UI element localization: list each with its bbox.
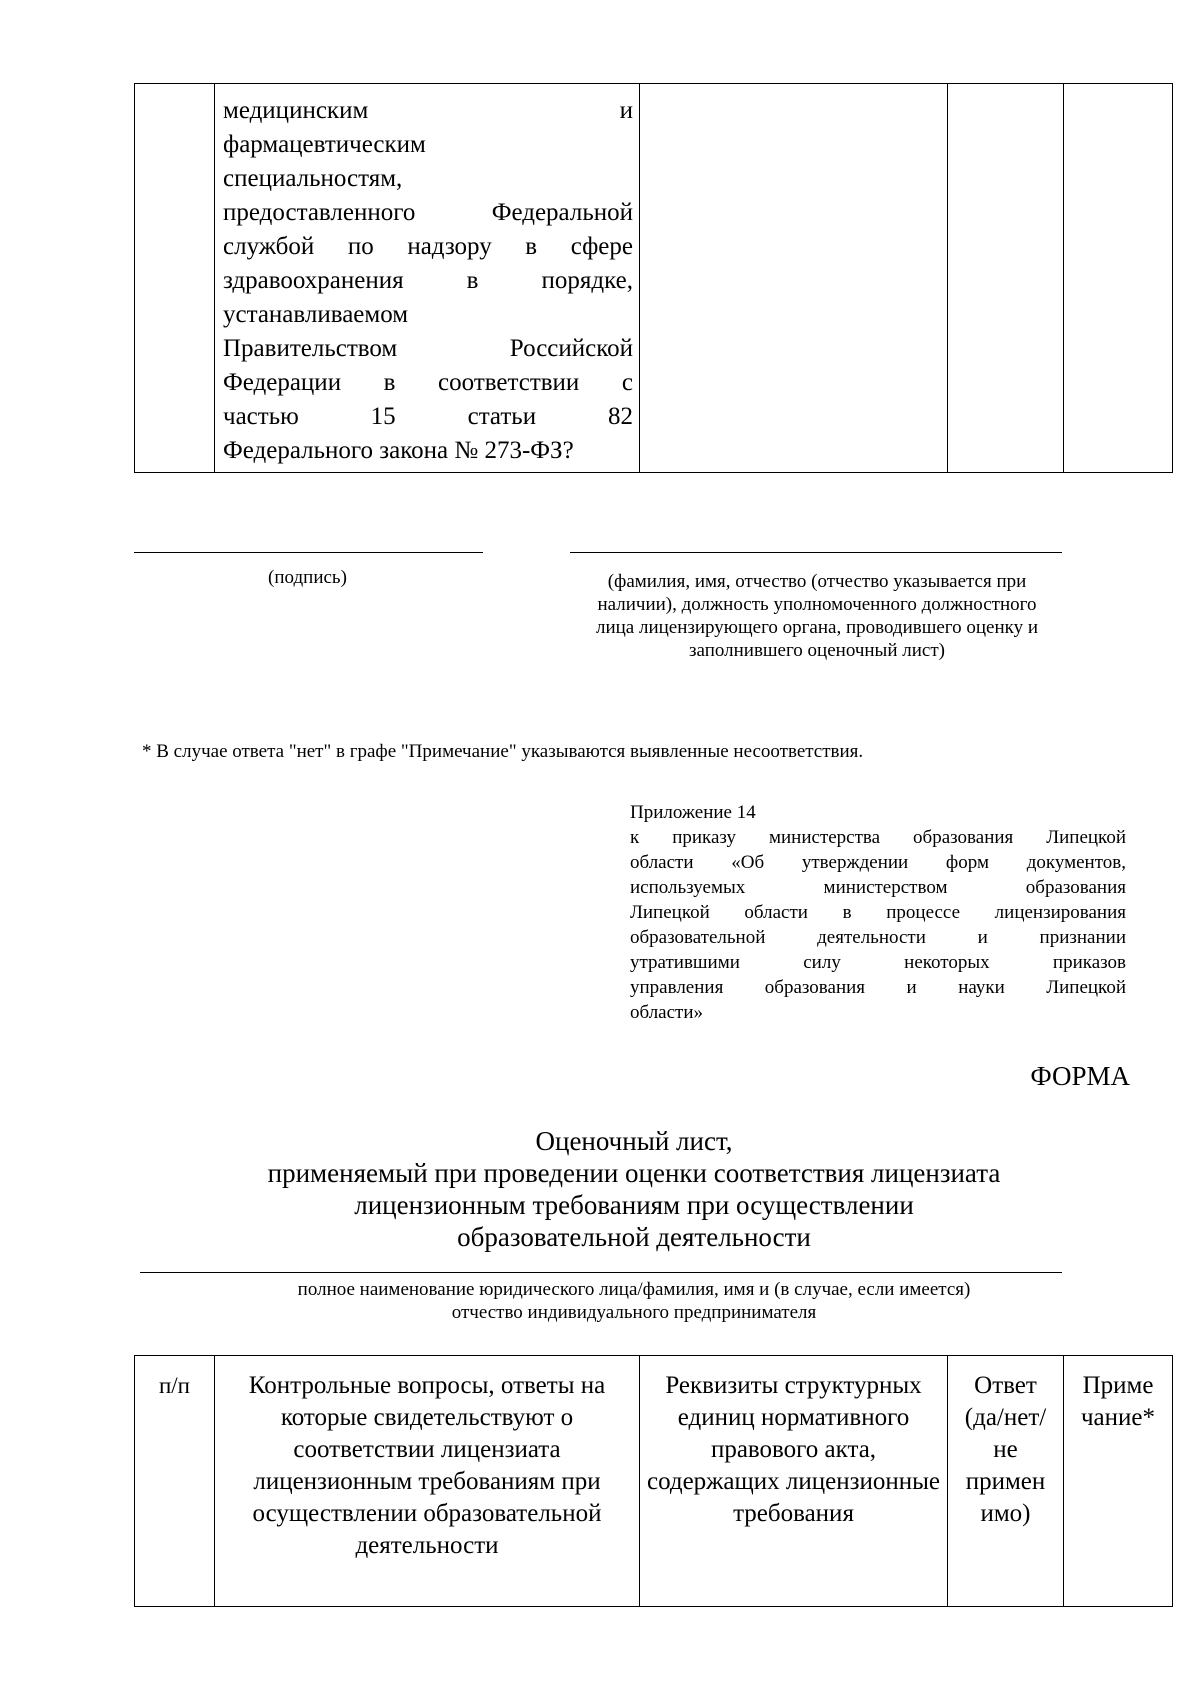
header-question: Контрольные вопросы, ответы на которые свидетельствуют о соответствии лицензиата лицензионным требованиям при осуществлении образовательной деятельности — [215, 1356, 640, 1607]
question-line: частью 15 статьи 82 — [223, 403, 633, 430]
appendix-line: области «Об утверждении форм документов, — [630, 852, 1126, 873]
question-line: Федерации в соответствии с — [223, 369, 633, 396]
form-label: ФОРМА — [1030, 1061, 1130, 1091]
question-line: фармацевтическим — [223, 131, 426, 158]
licensee-caption-line: полное наименование юридического лица/фамилия, имя и (в случае, если имеется) — [297, 1279, 971, 1300]
licensee-caption-line: отчество индивидуального предпринимателя — [451, 1302, 817, 1323]
answer-cell — [948, 84, 1064, 473]
question-line: Правительством Российской — [223, 335, 633, 362]
appendix-line: используемых министерством образования — [630, 877, 1126, 898]
question-line: Федерального закона № 273-ФЗ? — [223, 437, 574, 464]
questions-table-header — [134, 1355, 1173, 1607]
row-number-cell — [135, 84, 215, 473]
sheet-title-line: образовательной деятельности — [457, 1222, 811, 1252]
header-note: Приме чание* — [1064, 1356, 1173, 1607]
signature-caption: (подпись) — [268, 567, 347, 588]
sheet-title-line: применяемый при проведении оценки соответствия лицензиата — [267, 1158, 1001, 1188]
question-line: предоставленного Федеральной — [223, 199, 633, 226]
appendix-line: образовательной деятельности и признании — [630, 927, 1126, 948]
appendix-text — [630, 825, 1126, 1025]
questions-table-continuation — [134, 83, 1173, 473]
signature-line — [134, 552, 483, 553]
licensee-caption — [134, 1278, 1134, 1324]
question-cell — [215, 84, 640, 473]
question-line: здравоохранения в порядке, — [223, 267, 633, 294]
sheet-title — [134, 1125, 1134, 1253]
header-number: п/п — [135, 1356, 215, 1607]
official-caption: (фамилия, имя, отчество (отчество указывается при наличии), должность уполномоченного должностного лица лицензирующего органа, проводившего оценку и заполнившего оценочный лист) — [595, 571, 1039, 661]
question-line: медицинским и — [223, 97, 633, 124]
question-line: службой по надзору в сфере — [223, 233, 633, 260]
official-name-line — [570, 552, 1062, 553]
requisites-cell — [640, 84, 948, 473]
sheet-title-line: лицензионным требованиям при осуществлении — [354, 1190, 914, 1220]
header-requisites: Реквизиты структурных единиц нормативного правового акта, содержащих лицензионные требования — [640, 1356, 948, 1607]
question-line: специальностям, — [223, 165, 403, 192]
appendix-title: Приложение 14 — [630, 802, 756, 823]
sheet-title-line: Оценочный лист, — [535, 1126, 733, 1156]
question-line: устанавливаемом — [223, 301, 409, 328]
appendix-line: области» — [630, 1002, 704, 1023]
appendix-line: Липецкой области в процессе лицензирования — [630, 902, 1126, 923]
note-cell — [1064, 84, 1173, 473]
footnote: * В случае ответа "нет" в графе "Примечание" указываются выявленные несоответствия. — [142, 741, 864, 762]
appendix-line: утратившими силу некоторых приказов — [630, 952, 1126, 973]
header-answer: Ответ (да/нет/ не примен имо) — [948, 1356, 1064, 1607]
licensee-name-line — [140, 1272, 1062, 1273]
appendix-line: управления образования и науки Липецкой — [630, 977, 1126, 998]
appendix-line: к приказу министерства образования Липецкой — [630, 827, 1126, 848]
